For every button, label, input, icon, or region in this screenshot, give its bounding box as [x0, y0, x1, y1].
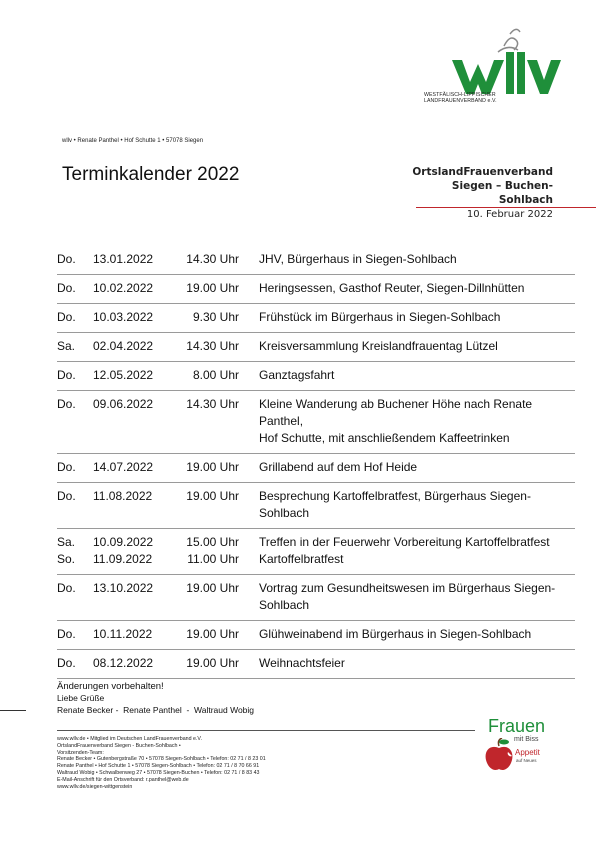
event-time: 14.30 Uhr	[186, 339, 239, 353]
event-day: Do.	[57, 310, 76, 324]
event-row	[57, 246, 575, 275]
event-line	[57, 551, 575, 568]
event-date: 13.01.2022	[93, 252, 154, 266]
footer-line: Renate Becker • Gutenbergstraße 70 • 57078 Siegen-Sohlbach • Telefon: 02 71 / 8 23 01	[57, 756, 266, 763]
event-date: 10.09.2022	[93, 535, 154, 549]
event-description: Vortrag zum Gesundheitswesen im Bürgerhaus Siegen-Sohlbach	[259, 581, 556, 612]
event-description: Kleine Wanderung ab Buchener Höhe nach Renate Panthel,	[259, 397, 533, 428]
event-line	[57, 580, 575, 614]
event-line	[57, 430, 575, 447]
event-date: 10.11.2022	[93, 627, 153, 641]
footer-text	[57, 736, 266, 790]
event-date	[93, 430, 169, 447]
event-time: 14.30 Uhr	[186, 252, 239, 266]
event-line	[57, 396, 575, 430]
event-line	[57, 251, 575, 268]
event-time: 19.00 Uhr	[186, 281, 239, 295]
event-row	[57, 454, 575, 483]
event-day: Sa.	[57, 535, 76, 549]
org-name	[400, 165, 553, 207]
event-time: 19.00 Uhr	[186, 627, 239, 641]
event-day: Do.	[57, 252, 76, 266]
event-description: Weihnachtsfeier	[259, 656, 345, 670]
footer-line: Vorsitzenden-Team:	[57, 749, 104, 756]
footer-line: Renate Panthel • Hof Schutte 1 • 57078 Siegen-Sohlbach • Telefon: 02 71 / 8 70 66 91	[57, 763, 260, 770]
event-time: 19.00 Uhr	[186, 460, 239, 474]
event-date: 10.02.2022	[93, 281, 154, 295]
event-time: 11.00 Uhr	[187, 552, 239, 566]
event-time: 19.00 Uhr	[186, 581, 239, 595]
event-row	[57, 483, 575, 529]
campaign-title: Frauen	[488, 716, 546, 736]
event-row	[57, 575, 575, 621]
event-date: 11.08.2022	[93, 489, 153, 503]
logo-caption-line1: WESTFÄLISCH-LIPPISCHER	[424, 92, 496, 98]
event-description: Treffen in der Feuerwehr Vorbereitung Kartoffelbratfest	[259, 535, 550, 549]
footer-line: E-Mail-Anschrift für den Ortsverband: r.panthel@web.de	[57, 776, 189, 783]
event-row	[57, 650, 575, 679]
footer-divider	[57, 730, 475, 731]
event-description: Frühstück im Bürgerhaus in Siegen-Sohlbach	[259, 310, 501, 324]
sender-line: wllv • Renate Panthel • Hof Schutte 1 • 57078 Siegen	[62, 138, 204, 144]
event-date: 10.03.2022	[93, 310, 154, 324]
campaign-subtitle: mit Biss	[514, 736, 539, 743]
notice	[57, 680, 164, 704]
event-time: 14.30 Uhr	[186, 397, 239, 411]
event-line	[57, 459, 575, 476]
org-line2: Siegen – Buchen-Sohlbach	[451, 180, 553, 206]
event-date: 11.09.2022	[93, 552, 153, 566]
appetit-sub: auf Neues	[516, 758, 537, 763]
footer-line: www.wllv.de • Mitglied im Deutschen LandFrauenverband e.V.	[57, 736, 202, 742]
event-line	[57, 367, 575, 384]
event-line	[57, 626, 575, 643]
red-divider	[416, 207, 596, 208]
event-description: Kartoffelbratfest	[259, 552, 344, 566]
event-time	[169, 430, 259, 447]
event-date: 08.12.2022	[93, 656, 154, 670]
event-time: 9.30 Uhr	[192, 310, 239, 324]
event-day: Do.	[57, 368, 76, 382]
event-time: 8.00 Uhr	[192, 368, 239, 382]
page-title: Terminkalender 2022	[62, 164, 240, 185]
event-date: 13.10.2022	[93, 581, 154, 595]
apple-icon	[484, 738, 514, 772]
event-day: Do.	[57, 460, 76, 474]
event-description: JHV, Bürgerhaus in Siegen-Sohlbach	[259, 252, 457, 266]
event-date: 02.04.2022	[93, 339, 154, 353]
notice-greeting: Liebe Grüße	[57, 693, 105, 703]
event-description: Ganztagsfahrt	[259, 368, 335, 382]
footer-line: www.wllv.de/siegen-wittgenstein	[57, 783, 133, 790]
event-row	[57, 304, 575, 333]
event-day: So.	[57, 552, 76, 566]
event-day: Do.	[57, 397, 76, 411]
event-time: 15.00 Uhr	[186, 535, 239, 549]
event-description: Glühweinabend im Bürgerhaus in Siegen-Sohlbach	[259, 627, 532, 641]
event-date: 09.06.2022	[93, 397, 154, 411]
event-description: Kreisversammlung Kreislandfrauentag Lützel	[259, 339, 498, 353]
event-date: 14.07.2022	[93, 460, 154, 474]
event-description: Grillabend auf dem Hof Heide	[259, 460, 418, 474]
signature: Renate Becker - Renate Panthel - Waltraud Wobig	[57, 705, 255, 715]
logo-caption	[424, 92, 497, 104]
fold-mark	[0, 710, 26, 711]
event-description: Heringsessen, Gasthof Reuter, Siegen-Dillnhütten	[259, 281, 525, 295]
org-line1: OrtslandFrauenverband	[412, 166, 553, 178]
event-day: Do.	[57, 489, 76, 503]
document-date: 10. Februar 2022	[466, 209, 553, 220]
event-day: Do.	[57, 656, 76, 670]
event-row	[57, 391, 575, 454]
event-line	[57, 534, 575, 551]
event-day: Sa.	[57, 339, 76, 353]
event-row	[57, 333, 575, 362]
event-row	[57, 621, 575, 650]
event-row	[57, 362, 575, 391]
notice-changes: Änderungen vorbehalten!	[57, 681, 164, 692]
event-row	[57, 275, 575, 304]
event-date: 12.05.2022	[93, 368, 154, 382]
event-line	[57, 655, 575, 672]
event-time: 19.00 Uhr	[186, 656, 239, 670]
event-description: Hof Schutte, mit anschließendem Kaffeetrinken	[259, 431, 510, 445]
appetit-label: Appetit	[515, 748, 540, 757]
event-list	[57, 246, 575, 679]
event-time: 19.00 Uhr	[186, 489, 239, 503]
footer-line: OrtslandFrauenverband Siegen - Buchen-Sohlbach •	[57, 742, 181, 749]
event-day: Do.	[57, 281, 76, 295]
logo-caption-line2: LANDFRAUENVERBAND e.V.	[424, 98, 497, 104]
frauen-mit-biss-logo	[478, 716, 558, 778]
event-row	[57, 529, 575, 575]
event-description: Besprechung Kartoffelbratfest, Bürgerhaus Siegen-Sohlbach	[259, 489, 531, 520]
event-day	[57, 430, 93, 447]
event-line	[57, 488, 575, 522]
event-line	[57, 280, 575, 297]
event-day: Do.	[57, 581, 76, 595]
event-line	[57, 338, 575, 355]
event-day: Do.	[57, 627, 76, 641]
event-line	[57, 309, 575, 326]
footer-line: Waltraud Wobig • Schwalbenweg 27 • 57078 Siegen-Buchen • Telefon: 02 71 / 8 83 43	[57, 769, 260, 776]
